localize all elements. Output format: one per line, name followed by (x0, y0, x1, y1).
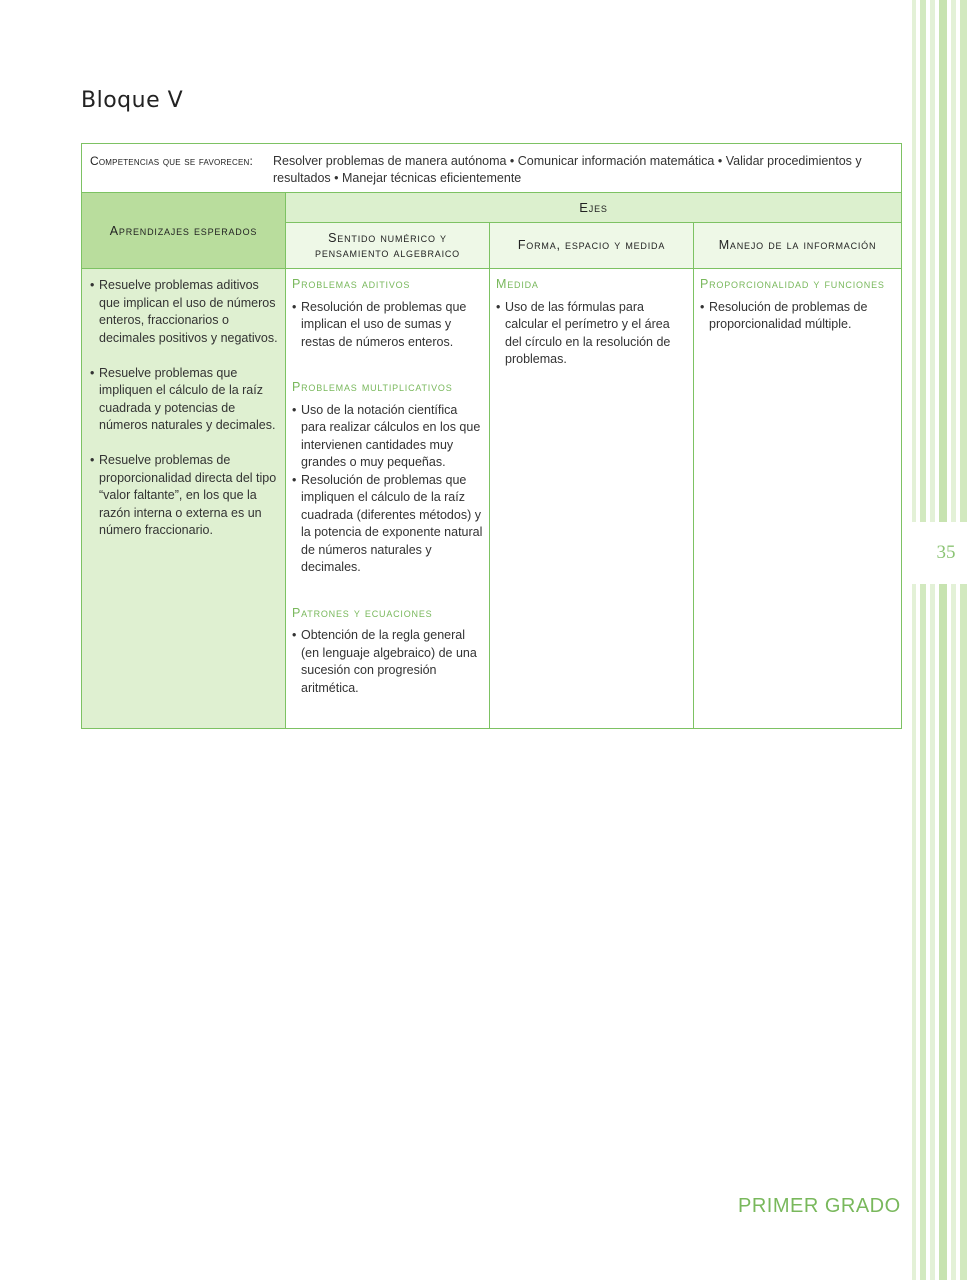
content-item: • Uso de la notación científica para realizar cálculos en los que intervienen cantidades muy grandes o muy pequeñas. (292, 402, 483, 472)
section-title-proporcionalidad: Proporcionalidad y funciones (700, 277, 885, 291)
column-header-sentido (286, 223, 490, 269)
column-header-manejo: Manejo de la información (694, 223, 902, 269)
aprendizaje-item: • Resuelve problemas de proporcionalidad directa del tipo “valor faltante”, en los que la razón interna o externa es un número fraccionario. (90, 452, 279, 540)
ejes-header: Ejes (286, 193, 902, 223)
page-number-box (912, 522, 972, 584)
column-header-forma: Forma, espacio y medida (490, 223, 694, 269)
content-item: • Resolución de problemas de proporcionalidad múltiple. (700, 299, 895, 334)
competencias-row (82, 144, 902, 193)
competencias-text: Resolver problemas de manera autónoma • Comunicar información matemática • Validar procedimientos y resultados • Manejar técnicas eficientemente (273, 154, 862, 185)
section-title-patrones: Patrones y ecuaciones (292, 605, 433, 620)
manejo-informacion-cell (694, 269, 902, 729)
aprendizaje-item: • Resuelve problemas aditivos que implican el uso de números enteros, fraccionarios o decimales positivos y negativos. (90, 277, 279, 347)
aprendizajes-header: Aprendizajes esperados (82, 193, 286, 269)
column-header-label: Sentido numérico y pensamiento algebraico (315, 230, 460, 260)
content-item: • Resolución de problemas que impliquen el cálculo de la raíz cuadrada (diferentes métodos) y la potencia de exponente natural de números naturales y decimales. (292, 472, 483, 577)
page-number: 35 (936, 542, 956, 563)
sentido-numerico-cell (286, 269, 490, 729)
content-item: • Resolución de problemas que implican el uso de sumas y restas de números enteros. (292, 299, 483, 352)
grade-footer: PRIMER GRADO (738, 1195, 901, 1217)
competencias-label: Competencias que se favorecen: (90, 154, 253, 168)
content-item: • Uso de las fórmulas para calcular el perímetro y el área del círculo en la resolución de problemas. (496, 299, 687, 369)
competencias-cell (82, 144, 902, 193)
page-title: Bloque V (81, 88, 184, 113)
section-title-problemas-multiplicativos: Problemas multiplicativos (292, 380, 453, 394)
program-table (81, 143, 902, 729)
aprendizaje-item: • Resuelve problemas que impliquen el cálculo de la raíz cuadrada y potencias de números naturales y decimales. (90, 365, 279, 435)
decorative-stripes (912, 0, 972, 1280)
content-item: • Obtención de la regla general (en lenguaje algebraico) de una sucesión con progresión aritmética. (292, 627, 483, 697)
aprendizajes-cell (82, 269, 286, 729)
section-title-medida: Medida (496, 277, 539, 291)
forma-espacio-cell (490, 269, 694, 729)
section-title-problemas-aditivos: Problemas aditivos (292, 277, 411, 291)
